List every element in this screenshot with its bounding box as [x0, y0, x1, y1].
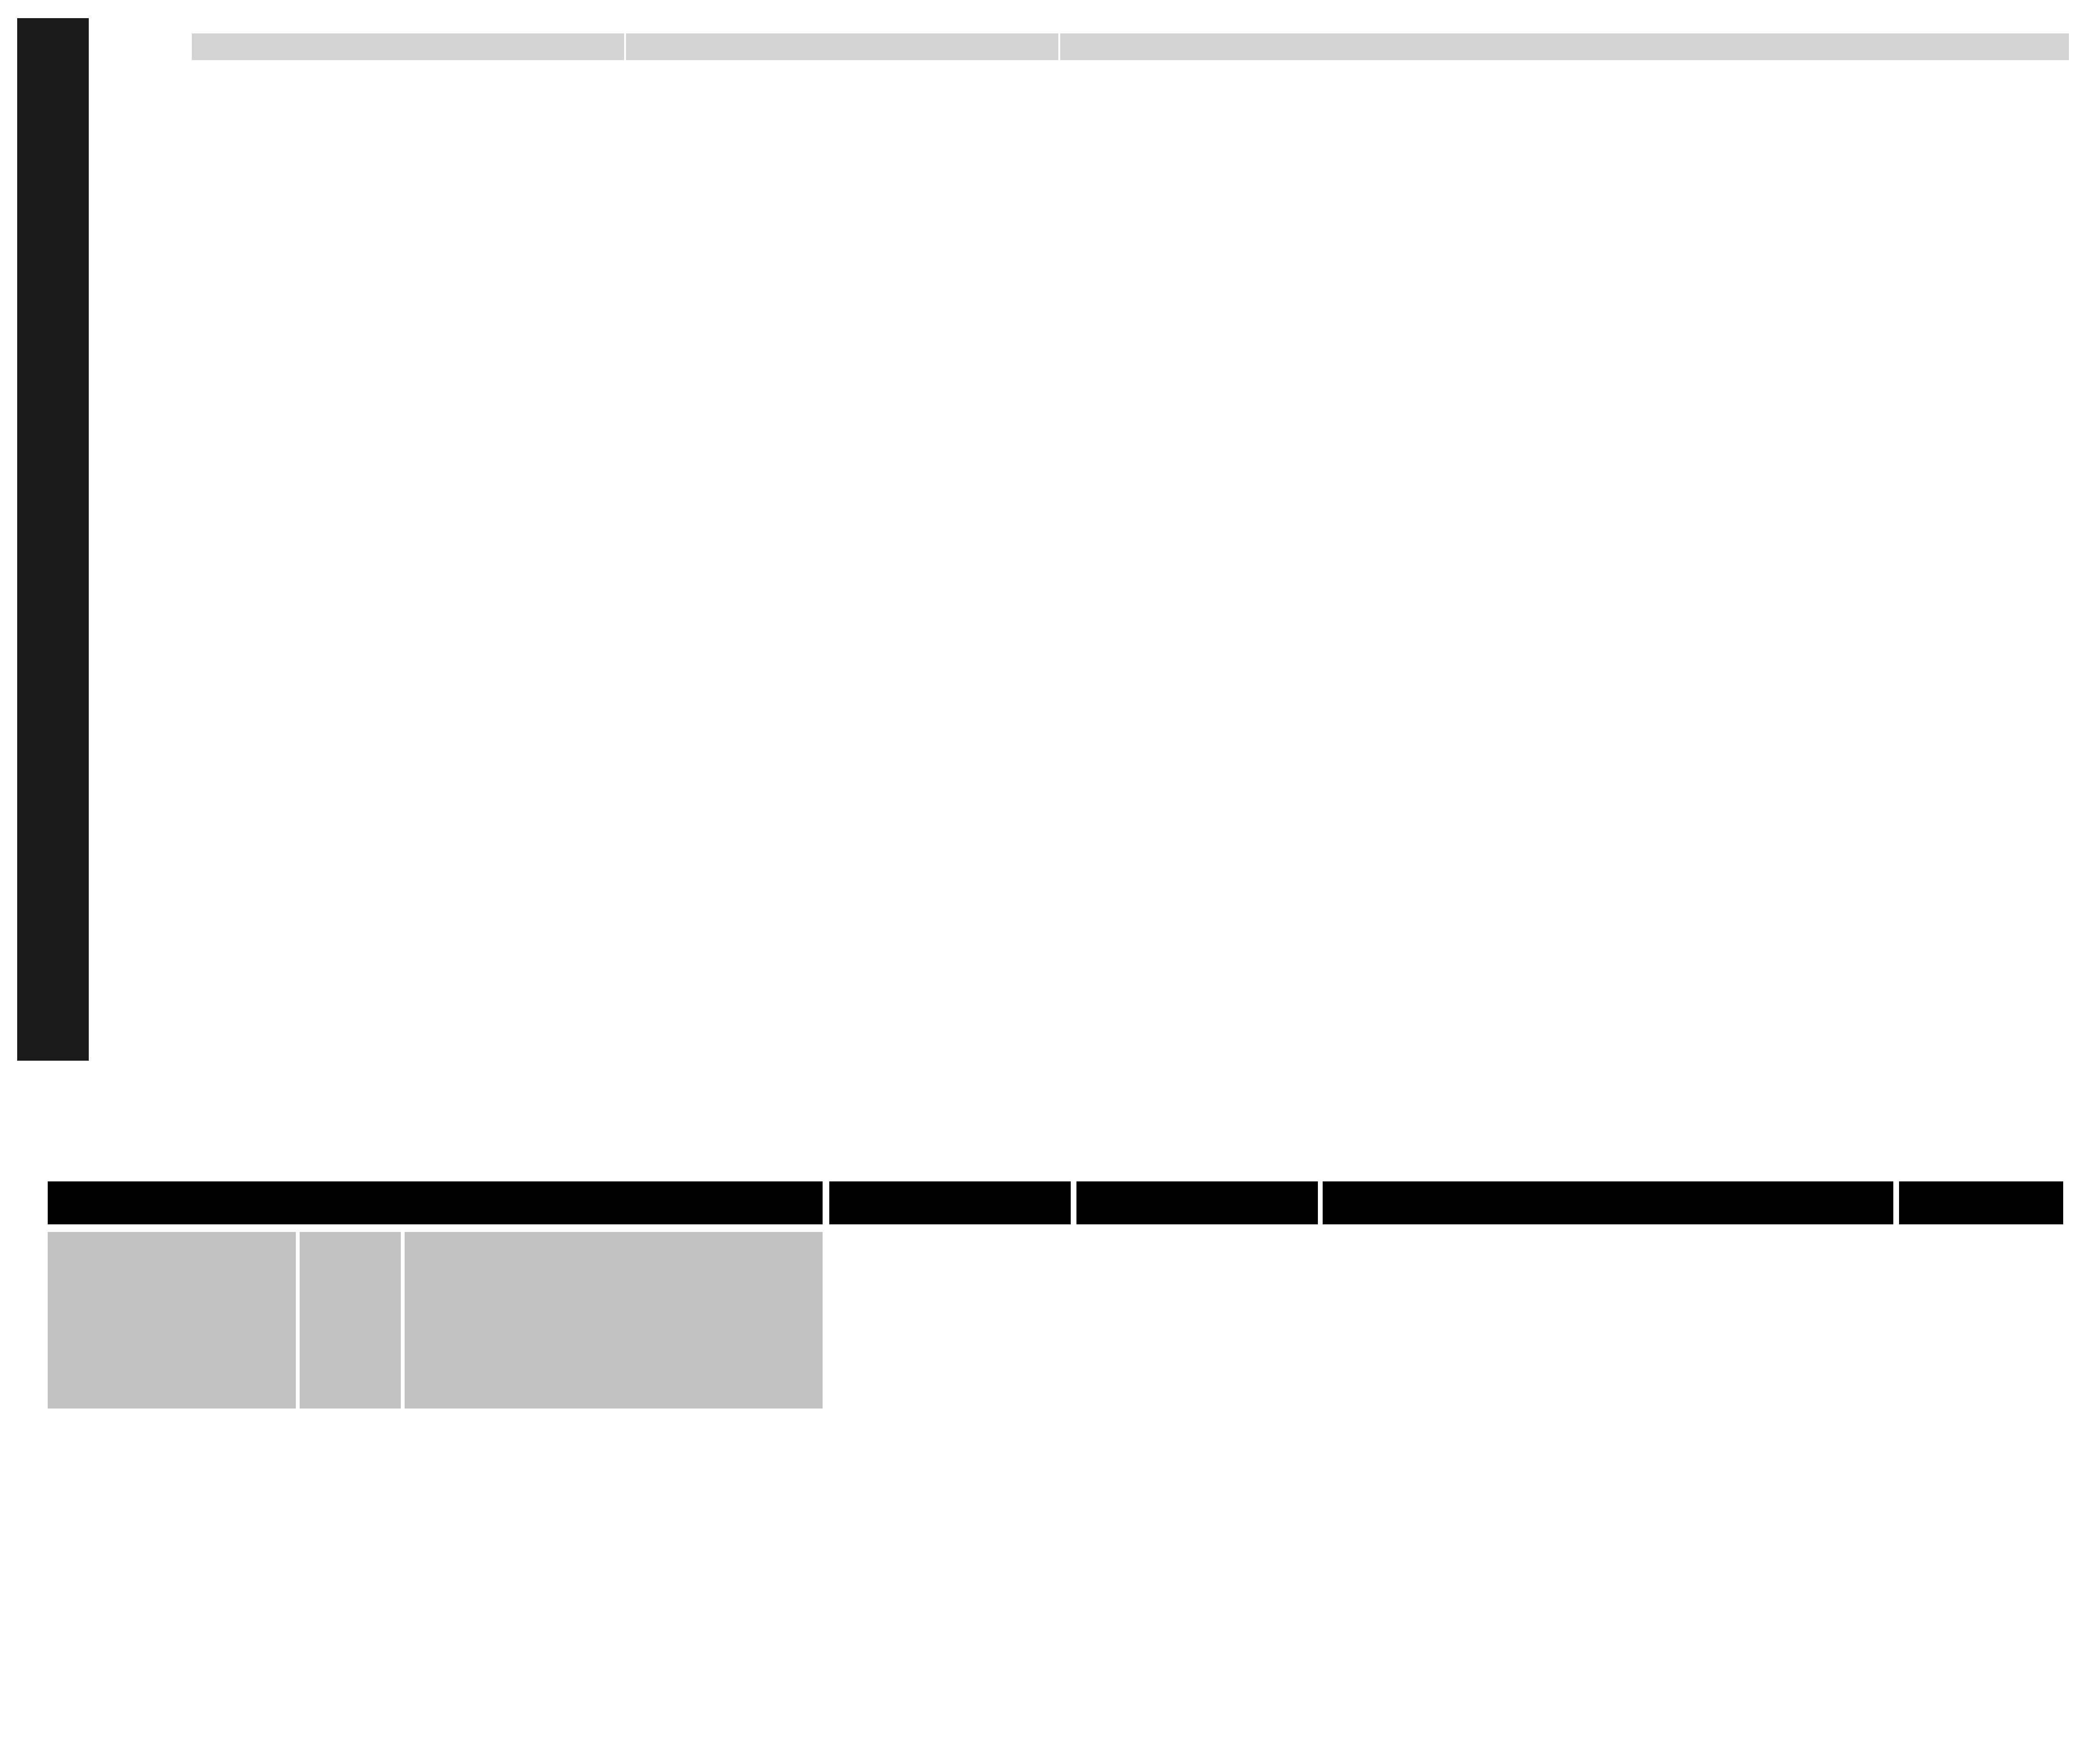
header-space	[1323, 1181, 1893, 1224]
group-environment	[192, 33, 624, 60]
header-environment	[829, 1181, 1071, 1224]
category-header-cell	[48, 1232, 296, 1409]
group-space	[1060, 33, 2069, 60]
group-form	[626, 33, 1058, 60]
header-summary	[1899, 1181, 2063, 1224]
priorities-header	[48, 1181, 823, 1224]
subcategory-header-cell	[405, 1232, 823, 1409]
header-form	[1076, 1181, 1318, 1224]
id-tag-header-cell	[300, 1232, 401, 1409]
building-title-bar	[17, 18, 89, 1061]
